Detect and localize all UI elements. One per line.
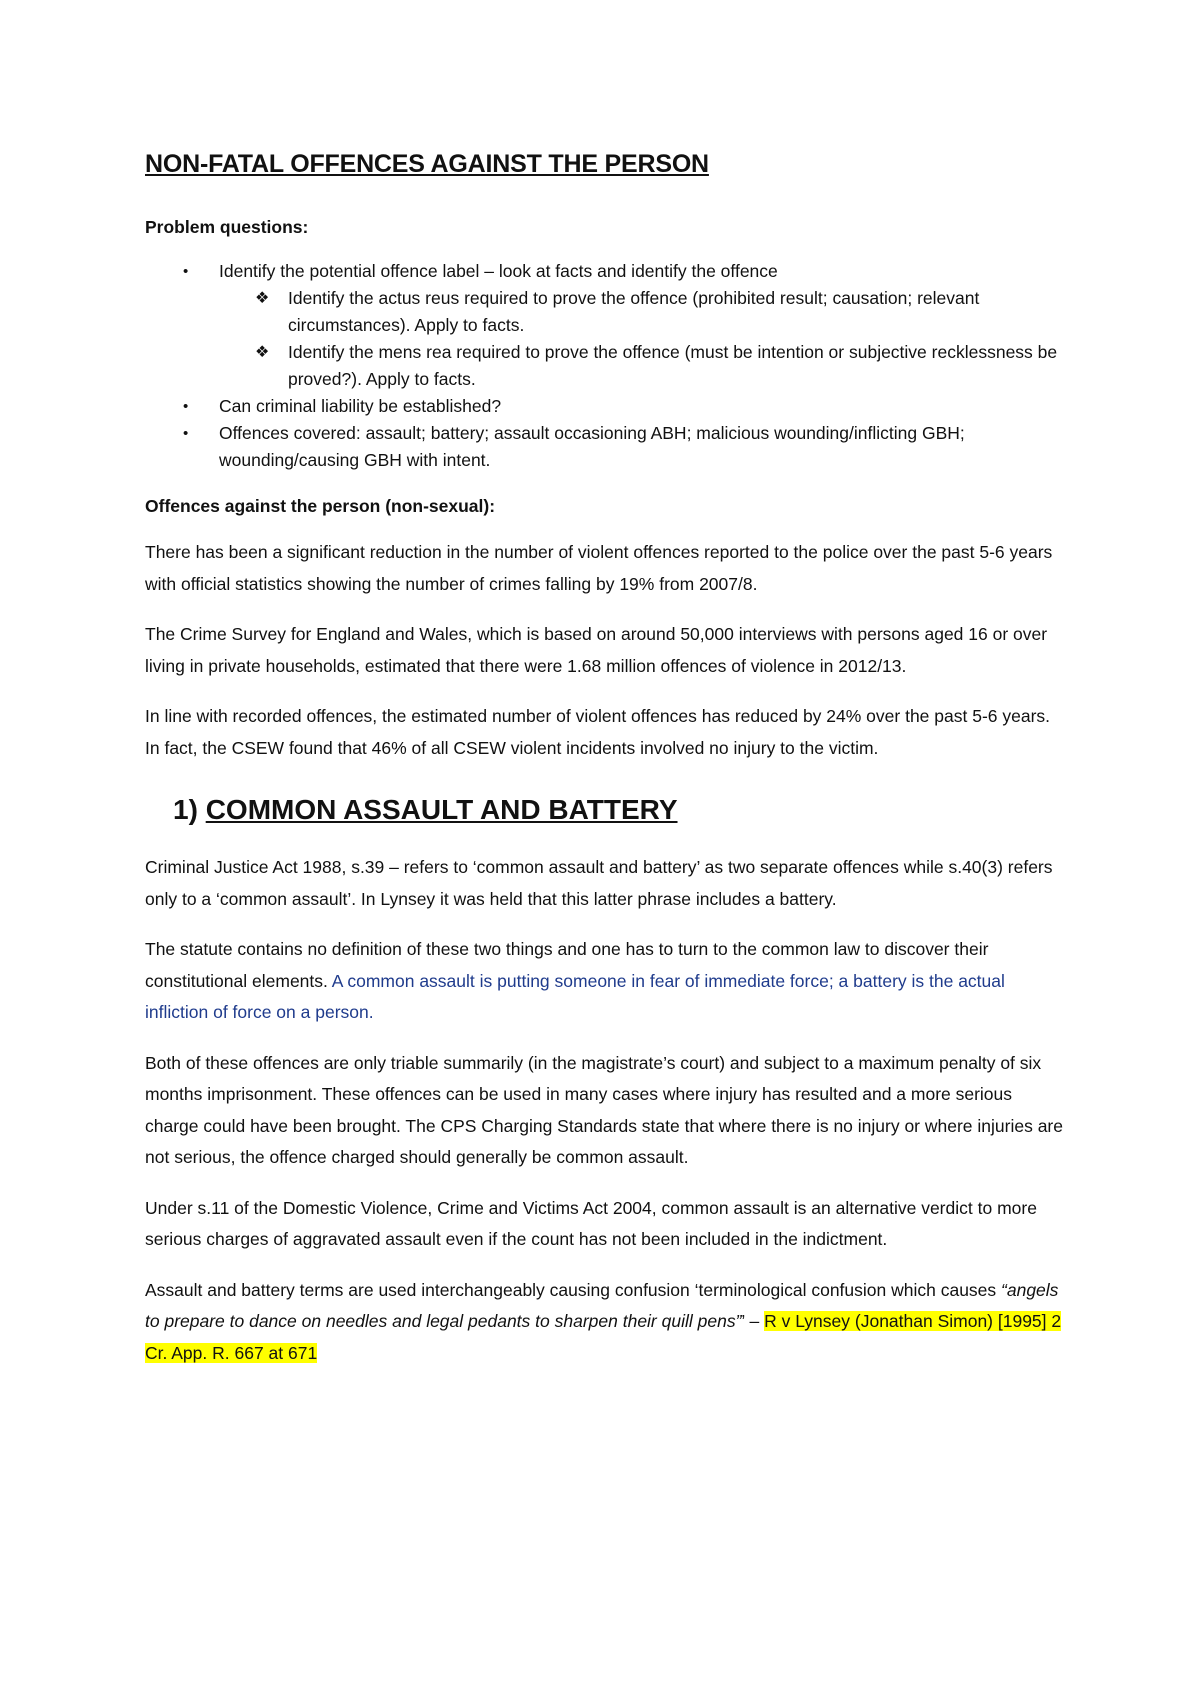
paragraph-crime-survey: The Crime Survey for England and Wales, which is based on around 50,000 interviews with persons aged 16 or over living in private households, estimated that there were 1.68 million offences of violence in 2012/13. xyxy=(145,624,1048,676)
blue-definition-text: A common assault is putting someone in fear of immediate force; a battery is the actual infliction of force on a person. xyxy=(145,970,1005,1022)
paragraph-dvcva-2004: Under s.11 of the Domestic Violence, Crime and Victims Act 2004, common assault is an alternative verdict to more serious charges of aggravated assault even if the count has not been included in the indictment. xyxy=(145,1197,1037,1249)
list-item-text: Offences covered: assault; battery; assault occasioning ABH; malicious wounding/inflicting GBH; wounding/causing GBH with intent. xyxy=(219,423,965,470)
diamond-bullet-icon: ❖ xyxy=(255,290,270,307)
section-heading xyxy=(173,794,1065,826)
document-content xyxy=(145,150,1065,1388)
paragraph-definitions xyxy=(145,934,1065,1029)
quote-text: “angels to prepare to dance on needles and legal pedants to sharpen their quill pens” xyxy=(145,1279,1059,1331)
diamond-bullet-icon: ❖ xyxy=(255,344,270,361)
paragraph-statistics: There has been a significant reduction in the number of violent offences reported to the police over the past 5-6 years with official statistics showing the number of crimes falling by 19% from 2007/8. xyxy=(145,542,1053,594)
bullet-icon: • xyxy=(183,263,189,280)
paragraph-text: Assault and battery terms are used interchangeably causing confusion ‘terminological confusion which causes xyxy=(145,1279,1002,1300)
paragraph-text: The statute contains no definition of these two things and one has to turn to the common law to discover their constitutional elements. xyxy=(145,939,989,991)
list-item xyxy=(145,258,1065,393)
paragraph-terminology xyxy=(145,1275,1065,1370)
sub-list-item xyxy=(145,339,1065,393)
paragraph-recorded-offences: In line with recorded offences, the estimated number of violent offences has reduced by 24% over the past 5-6 years. In fact, the CSEW found that 46% of all CSEW violent incidents involved no injury to the victim. xyxy=(145,706,1051,758)
list-item xyxy=(145,393,1065,420)
offences-heading: Offences against the person (non-sexual): xyxy=(145,496,496,516)
highlighted-citation: R v Lynsey (Jonathan Simon) [1995] 2 Cr. App. R. 667 at 671 xyxy=(145,1311,1062,1363)
sub-list-item xyxy=(145,285,1065,339)
paragraph-triable-summarily: Both of these offences are only triable summarily (in the magistrate’s court) and subject to a maximum penalty of six months imprisonment. These offences can be used in many cases where injury has resulted and a more serious charge could have been brought. The CPS Charging Standards state that where there is no injury or where injuries are not serious, the offence charged should generally be common assault. xyxy=(145,1052,1063,1167)
list-item-text: Identify the potential offence label – look at facts and identify the offence xyxy=(219,261,778,281)
sub-list-item-text: Identify the actus reus required to prove the offence (prohibited result; causation; relevant circumstances). Apply to facts. xyxy=(288,288,980,335)
problem-questions-list xyxy=(145,258,1065,474)
bullet-icon: • xyxy=(183,425,189,442)
sub-list-item-text: Identify the mens rea required to prove the offence (must be intention or subjective recklessness be proved?). Apply to facts. xyxy=(288,342,1058,389)
paragraph-text: ’ – xyxy=(741,1311,765,1331)
list-item-text: Can criminal liability be established? xyxy=(219,396,502,416)
list-item xyxy=(145,420,1065,474)
sub-list xyxy=(219,285,1065,393)
paragraph-cja-1988: Criminal Justice Act 1988, s.39 – refers to ‘common assault and battery’ as two separate offences while s.40(3) refers only to a ‘common assault’. In Lynsey it was held that this latter phrase includes a battery. xyxy=(145,857,1053,909)
bullet-icon: • xyxy=(183,398,189,415)
section-number: 1) xyxy=(173,794,206,825)
document-title: NON-FATAL OFFENCES AGAINST THE PERSON xyxy=(145,150,709,178)
problem-questions-heading: Problem questions: xyxy=(145,217,309,237)
section-heading-text: COMMON ASSAULT AND BATTERY xyxy=(205,794,678,825)
